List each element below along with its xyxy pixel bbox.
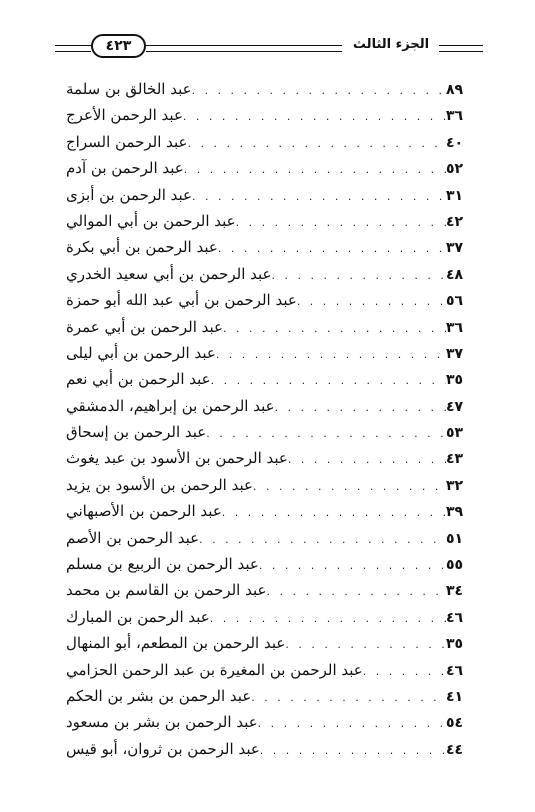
index-entry xyxy=(60,106,484,132)
entry-page-number: ٤٦ xyxy=(446,662,464,679)
entry-name: عبد الرحمن بن أبي الموالي xyxy=(66,211,236,230)
dot-leader xyxy=(258,717,446,730)
entry-name: عبد الرحمن بن أبزى xyxy=(66,185,192,204)
index-entry xyxy=(60,80,484,106)
index-entry xyxy=(60,397,484,423)
dot-leader xyxy=(206,427,446,440)
index-entry xyxy=(60,740,484,766)
entry-name: عبد الرحمن بن القاسم بن محمد xyxy=(66,581,267,600)
dot-leader xyxy=(251,691,446,704)
entry-page-number: ٣١ xyxy=(446,187,464,204)
entry-name: عبد الرحمن بن المغيرة بن عبد الرحمن الحزامي xyxy=(66,660,363,679)
header-rule-middle xyxy=(146,45,342,52)
index-entry xyxy=(60,370,484,396)
page-number: ٤٢٣ xyxy=(91,34,146,58)
entry-page-number: ٣٥ xyxy=(446,636,464,653)
dot-leader xyxy=(199,533,446,546)
dot-leader xyxy=(236,216,446,229)
dot-leader xyxy=(288,453,446,466)
entry-page-number: ٨٩ xyxy=(446,82,464,98)
entry-name: عبد الرحمن بن المطعم، أبو المنهال xyxy=(66,634,286,653)
index-entries-list xyxy=(60,80,484,766)
entry-name: عبد الرحمن بن بشر بن الحكم xyxy=(66,686,252,705)
entry-page-number: ٥٤ xyxy=(446,715,464,732)
part-title: الجزء الثالث xyxy=(352,37,430,52)
dot-leader xyxy=(210,612,446,625)
entry-page-number: ٥١ xyxy=(446,530,464,547)
entry-name: عبد الخالق بن سلمة xyxy=(66,80,192,98)
entry-page-number: ٤٦ xyxy=(446,609,464,626)
index-entry xyxy=(60,133,484,159)
header-rule-right xyxy=(439,45,483,52)
entry-name: عبد الرحمن بن أبي سعيد الخدري xyxy=(66,264,272,283)
entry-name: عبد الرحمن بن آدم xyxy=(66,159,184,178)
dot-leader xyxy=(285,638,446,651)
entry-page-number: ٣٧ xyxy=(446,345,464,362)
entry-page-number: ٥٦ xyxy=(446,293,464,310)
dot-leader xyxy=(275,401,446,414)
dot-leader xyxy=(192,84,446,97)
entry-page-number: ٥٢ xyxy=(446,161,464,178)
index-entry xyxy=(60,502,484,528)
entry-page-number: ٣٧ xyxy=(446,240,464,257)
entry-name: عبد الرحمن الأعرج xyxy=(66,106,183,125)
entry-page-number: ٣٦ xyxy=(446,319,464,336)
dot-leader xyxy=(192,190,446,203)
dot-leader xyxy=(260,744,446,757)
dot-leader xyxy=(253,480,446,493)
index-entry xyxy=(60,291,484,317)
page-header xyxy=(55,34,483,64)
entry-page-number: ٤٠ xyxy=(446,134,464,151)
entry-name: عبد الرحمن السراج xyxy=(66,132,188,151)
index-entry xyxy=(60,265,484,291)
entry-name: عبد الرحمن بن بشر بن مسعود xyxy=(66,713,258,732)
index-entry xyxy=(60,608,484,634)
index-entry xyxy=(60,634,484,660)
entry-name: عبد الرحمن بن الأصبهاني xyxy=(66,502,222,521)
dot-leader xyxy=(297,295,446,308)
entry-name: عبد الرحمن بن أبي عبد الله أبو حمزة xyxy=(66,291,297,310)
index-entry xyxy=(60,581,484,607)
dot-leader xyxy=(259,559,446,572)
index-entry xyxy=(60,687,484,713)
index-entry xyxy=(60,186,484,212)
dot-leader xyxy=(222,506,446,519)
entry-name: عبد الرحمن بن أبي ليلى xyxy=(66,343,216,362)
entry-page-number: ٥٥ xyxy=(446,557,464,574)
entry-name: عبد الرحمن بن الربيع بن مسلم xyxy=(66,555,259,574)
entry-name: عبد الرحمن بن أبي نعم xyxy=(66,370,211,389)
entry-page-number: ٤٤ xyxy=(446,741,464,758)
entry-page-number: ٤١ xyxy=(446,688,464,705)
entry-page-number: ٣٢ xyxy=(446,477,464,494)
entry-page-number: ٤٨ xyxy=(446,266,464,283)
dot-leader xyxy=(266,585,446,598)
dot-leader xyxy=(211,374,446,387)
dot-leader xyxy=(183,110,446,123)
dot-leader xyxy=(188,137,446,150)
dot-leader xyxy=(363,665,446,678)
entry-page-number: ٤٧ xyxy=(446,398,464,415)
index-entry xyxy=(60,555,484,581)
entry-page-number: ٣٥ xyxy=(446,372,464,389)
index-entry xyxy=(60,449,484,475)
index-entry xyxy=(60,423,484,449)
entry-name: عبد الرحمن بن الأصم xyxy=(66,528,200,547)
dot-leader xyxy=(223,322,446,335)
dot-leader xyxy=(272,269,447,282)
index-entry xyxy=(60,238,484,264)
entry-name: عبد الرحمن بن إسحاق xyxy=(66,423,207,442)
index-entry xyxy=(60,713,484,739)
header-rule-left xyxy=(55,45,91,52)
index-entry xyxy=(60,661,484,687)
index-entry xyxy=(60,344,484,370)
entry-page-number: ٣٤ xyxy=(446,583,464,600)
dot-leader xyxy=(216,348,446,361)
entry-name: عبد الرحمن بن الأسود بن يزيد xyxy=(66,475,253,494)
entry-name: عبد الرحمن بن أبي عمرة xyxy=(66,317,223,336)
index-entry xyxy=(60,476,484,502)
index-entry xyxy=(60,159,484,185)
index-entry xyxy=(60,529,484,555)
index-entry xyxy=(60,212,484,238)
entry-page-number: ٤٣ xyxy=(446,451,464,468)
entry-page-number: ٥٣ xyxy=(446,425,464,442)
entry-page-number: ٣٩ xyxy=(446,504,464,521)
index-entry xyxy=(60,318,484,344)
dot-leader xyxy=(184,163,446,176)
entry-name: عبد الرحمن بن الأسود بن عبد يغوث xyxy=(66,449,288,468)
entry-name: عبد الرحمن بن ثروان، أبو قيس xyxy=(66,739,260,758)
entry-page-number: ٣٦ xyxy=(446,108,464,125)
dot-leader xyxy=(218,242,446,255)
entry-page-number: ٤٢ xyxy=(446,213,464,230)
entry-name: عبد الرحمن بن المبارك xyxy=(66,607,210,626)
entry-name: عبد الرحمن بن أبي بكرة xyxy=(66,238,218,257)
entry-name: عبد الرحمن بن إبراهيم، الدمشقي xyxy=(66,396,275,415)
